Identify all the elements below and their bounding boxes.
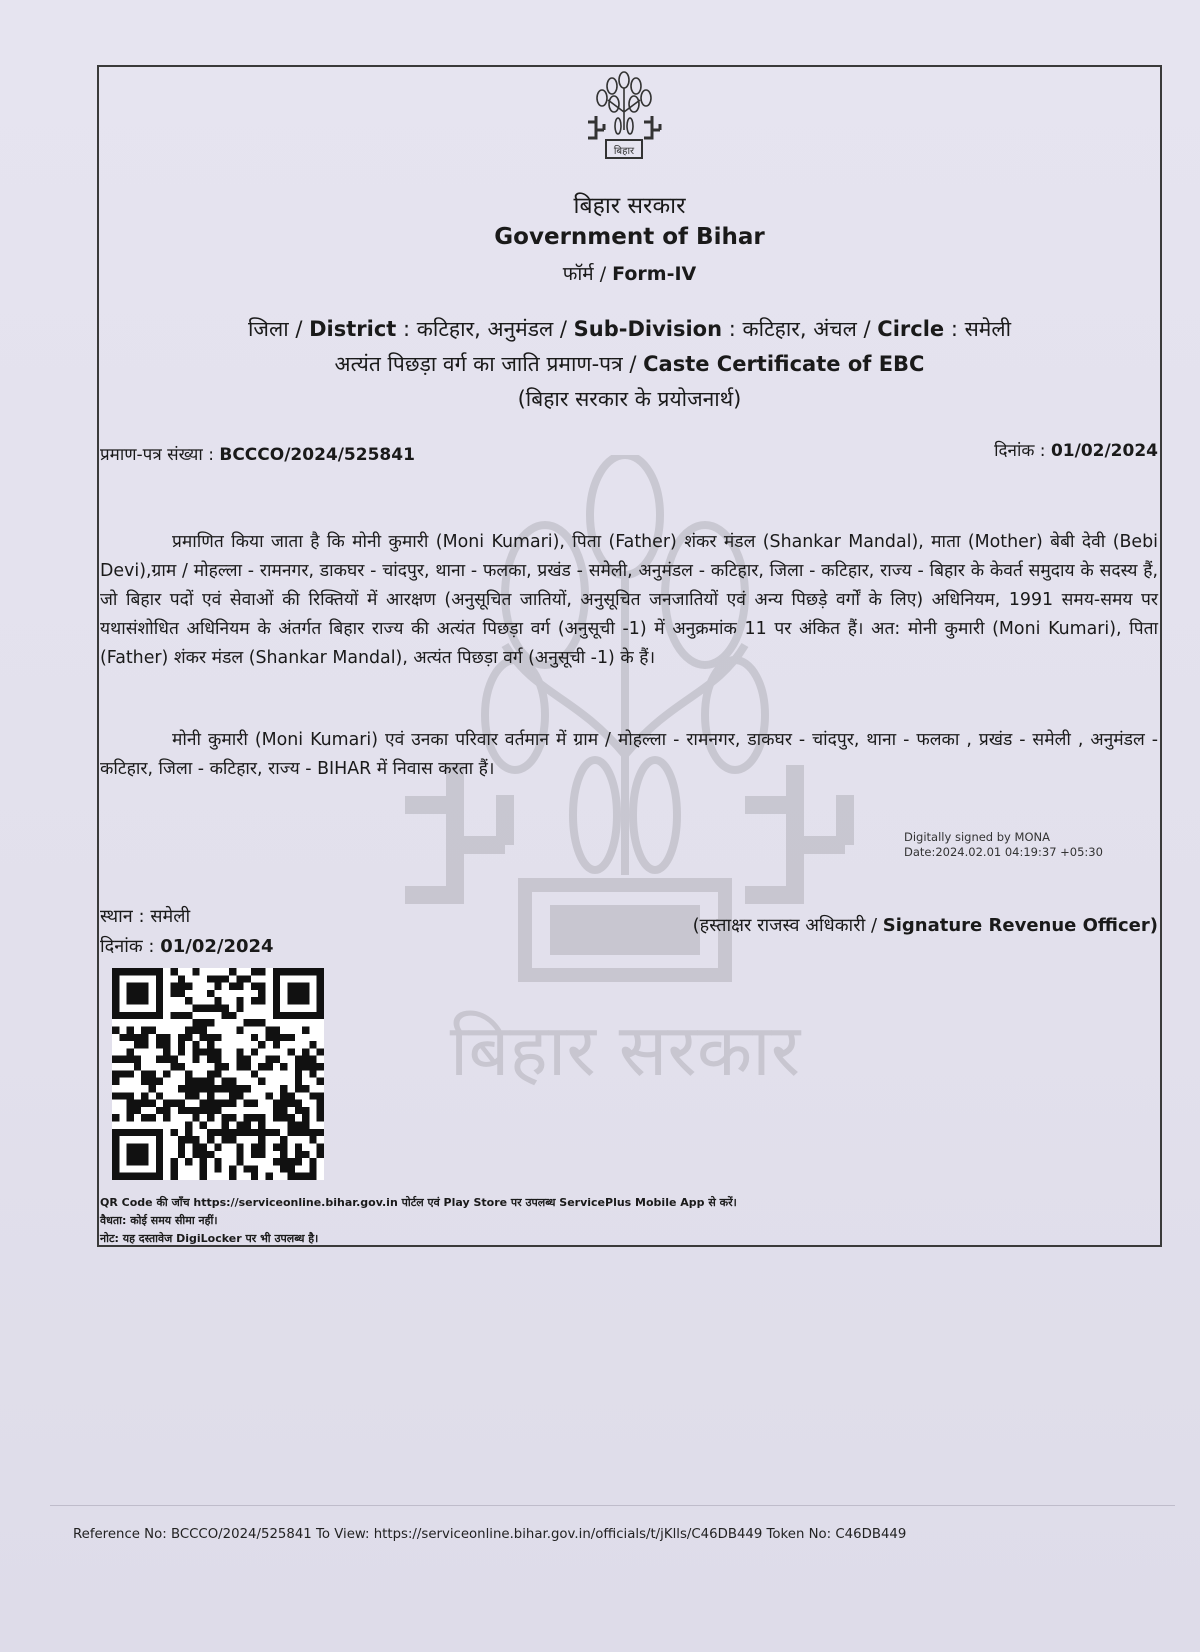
form-number: [97, 260, 1162, 286]
signature-caption-english: Signature Revenue Officer): [882, 915, 1158, 936]
qr-code[interactable]: [112, 968, 324, 1180]
form-label-english: Form-IV: [612, 263, 697, 285]
place-label: स्थान :: [100, 906, 145, 927]
place-value: समेली: [150, 906, 191, 927]
certificate-paragraph-2: मोनी कुमारी (Moni Kumari) एवं उनका परिवार वर्तमान में ग्राम / मोहल्ला - रामनगर, डाकघर - चांदपुर, थाना - फलका , प्रखंड - समेली , अनुमंडल - कटिहार, जिला - कटिहार, राज्य - BIHAR में निवास करता हैं।: [100, 730, 1158, 779]
issue-date-label: दिनांक :: [994, 441, 1046, 461]
qr-finder-center: [127, 1143, 149, 1165]
verification-notes: [100, 1194, 737, 1248]
certificate-paragraph-1: प्रमाणित किया जाता है कि मोनी कुमारी (Moni Kumari), पिता (Father) शंकर मंडल (Shankar Mandal), माता (Mother) बेबी देवी (Bebi Devi),ग्राम / मोहल्ला - रामनगर, डाकघर - चांदपुर, थाना - फलका, प्रखंड - समेली, अनुमंडल - कटिहार, जिला - कटिहार, राज्य - बिहार के केवर्त समुदाय के सदस्य हैं, जो बिहार पदों एवं सेवाओं की रिक्तियों में आरक्षण (अनुसूचित जातियों, अनुसूचित जनजातियों एवं अन्य पिछड़े वर्गों के लिए) अधिनियम, 1991 समय-समय पर यथासंशोधित अधिनियम के अंतर्गत बिहार राज्य की अत्यंत पिछड़ा वर्ग (अनुसूची -1) में अनुक्रमांक 11 पर अंकित हैं। अत: मोनी कुमारी (Moni Kumari), पिता (Father) शंकर मंडल (Shankar Mandal), अत्यंत पिछड़ा वर्ग (अनुसूची -1) के हैं।: [100, 532, 1158, 668]
district-label-hindi: जिला /: [247, 317, 303, 341]
district-label-english: District: [309, 317, 397, 341]
digital-signature: [904, 830, 1103, 860]
title-hindi: बिहार सरकार: [573, 193, 686, 219]
issue-date-value: 01/02/2024: [1050, 441, 1158, 461]
place-date-value: 01/02/2024: [160, 936, 274, 957]
issue-date: [994, 438, 1158, 461]
footer-divider: [50, 1505, 1175, 1506]
qr-finder-center: [287, 983, 309, 1005]
certificate-title-english: Caste Certificate of EBC: [643, 352, 925, 376]
signature-caption-hindi: (हस्ताक्षर राजस्व अधिकारी /: [692, 915, 878, 936]
location-line: [97, 315, 1162, 343]
certificate-title-hindi: अत्यंत पिछड़ा वर्ग का जाति प्रमाण-पत्र /: [334, 352, 637, 376]
certificate-title: [97, 350, 1162, 378]
qr-finder-center: [127, 983, 149, 1005]
form-label-hindi: फॉर्म /: [562, 263, 607, 285]
emblem-label: बिहार: [613, 146, 635, 157]
subdivision-label-english: Sub-Division: [573, 317, 723, 341]
bihar-emblem-icon: [584, 70, 664, 162]
digital-signature-signer: Digitally signed by MONA: [904, 830, 1050, 844]
digilocker-note: नोट: यह दस्तावेज DigiLocker पर भी उपलब्ध है।: [100, 1232, 319, 1245]
qr-verification-note: QR Code की जाँच https://serviceonline.bihar.gov.in पोर्टल एवं Play Store पर उपलब्ध ServicePlus Mobile App से करें।: [100, 1196, 737, 1209]
district-value: कटिहार,: [416, 317, 481, 341]
certificate-number: [100, 442, 415, 465]
separator: :: [950, 317, 958, 341]
separator: :: [728, 317, 736, 341]
title-english: Government of Bihar: [494, 224, 765, 250]
signature-caption: [693, 913, 1158, 937]
circle-value: समेली: [964, 317, 1012, 341]
validity-note: वैधता: कोई समय सीमा नहीं।: [100, 1214, 218, 1227]
digital-signature-date: Date:2024.02.01 04:19:37 +05:30: [904, 845, 1103, 859]
certificate-number-value: BCCCO/2024/525841: [219, 445, 415, 465]
certificate-number-label: प्रमाण-पत्र संख्या :: [100, 445, 214, 465]
separator: :: [403, 317, 411, 341]
reference-footer: Reference No: BCCCO/2024/525841 To View: https://serviceonline.bihar.gov.in/officials/t/jKlls/C46DB449 Token No: C46DB449: [73, 1527, 907, 1542]
certificate-purpose: (बिहार सरकार के प्रयोजनार्थ): [517, 387, 742, 411]
circle-label-english: Circle: [877, 317, 945, 341]
circle-label-hindi: अंचल /: [813, 317, 871, 341]
subdivision-value: कटिहार,: [742, 317, 807, 341]
place-date-block: [100, 902, 274, 962]
subdivision-label-hindi: अनुमंडल /: [487, 317, 567, 341]
place-date-label: दिनांक :: [100, 936, 155, 957]
